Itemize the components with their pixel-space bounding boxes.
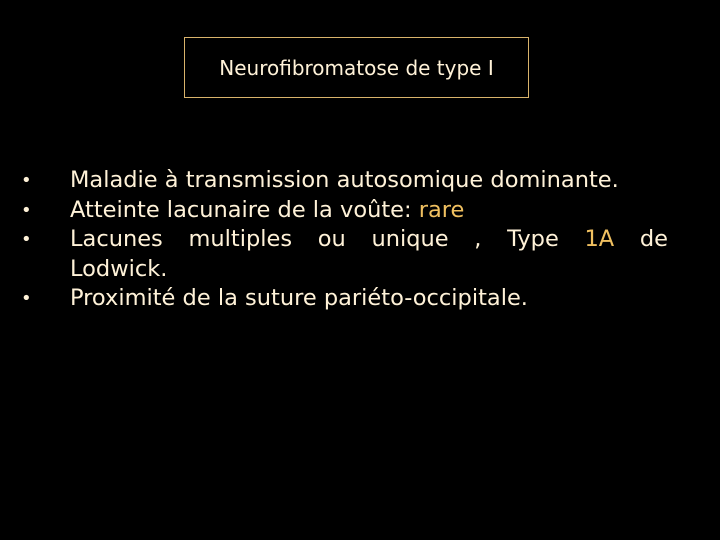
bullet-icon: •: [21, 170, 32, 191]
bullet-item: [20, 284, 680, 314]
bullet-icon: •: [21, 229, 32, 250]
bullet-highlight: 1A: [584, 226, 615, 252]
bullet-item: [20, 225, 680, 284]
bullet-text: Atteinte lacunaire de la voûte:: [70, 196, 419, 223]
bullet-word: unique: [371, 226, 449, 252]
bullet-icon: •: [21, 199, 32, 221]
bullet-text: Maladie à transmission autosomique dominante.: [70, 167, 619, 193]
bullet-word: de: [639, 226, 668, 252]
bullet-word: Type: [507, 226, 559, 252]
bullet-continuation: Lodwick.: [70, 255, 168, 282]
bullet-word: ou: [317, 226, 346, 252]
bullet-word: multiples: [188, 226, 293, 252]
bullet-list: [20, 166, 680, 314]
bullet-text: Proximité de la suture pariéto-occipitale.: [70, 285, 528, 311]
bullet-icon: •: [21, 288, 32, 309]
bullet-highlight: rare: [418, 196, 465, 223]
bullet-item: [20, 166, 680, 196]
slide-title: Neurofibromatose de type I: [219, 55, 494, 80]
title-box: [184, 37, 529, 98]
bullet-justified-line: [70, 225, 668, 255]
bullet-word: Lacunes: [70, 226, 163, 252]
bullet-item: [20, 196, 680, 226]
bullet-word: ,: [474, 226, 482, 252]
